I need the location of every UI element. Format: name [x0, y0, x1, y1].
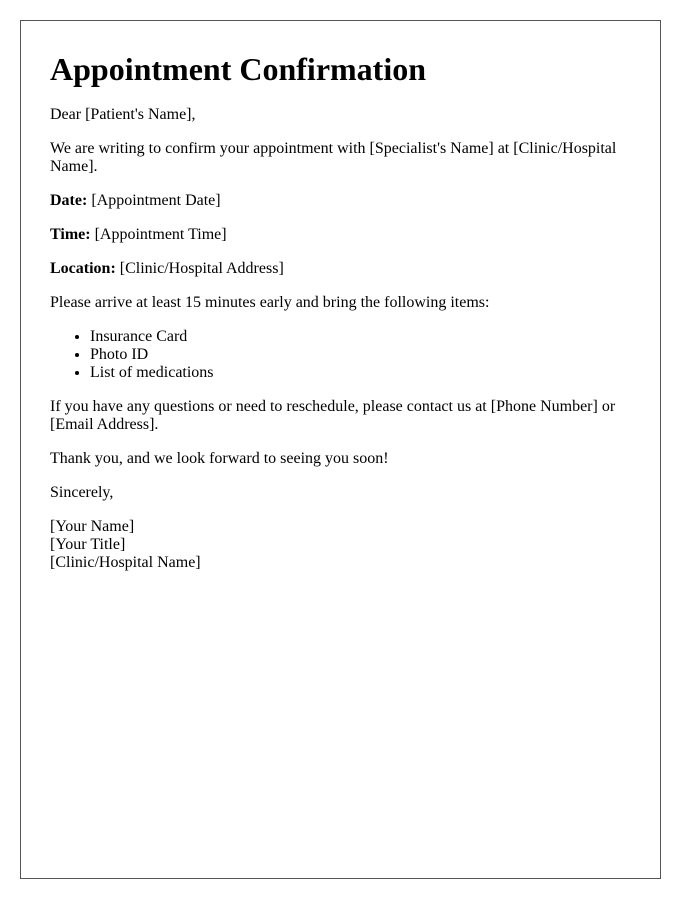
signature-name: [Your Name]: [50, 518, 135, 535]
list-item-medications: • List of medications: [90, 364, 632, 382]
time-line: [50, 226, 632, 244]
date-value: [Appointment Date]: [91, 192, 221, 209]
location-value: [Clinic/Hospital Address]: [119, 260, 284, 277]
items-list: [50, 328, 632, 382]
letter-content: [50, 51, 632, 588]
date-line: [50, 192, 632, 210]
signature-block: [50, 518, 632, 572]
page-title: Appointment Confirmation: [50, 51, 427, 87]
list-item-insurance-card: • Insurance Card: [90, 328, 632, 346]
thanks-paragraph: Thank you, and we look forward to seeing you soon!: [50, 450, 389, 467]
list-item-photo-id: • Photo ID: [90, 346, 632, 364]
signature-organization: [Clinic/Hospital Name]: [50, 554, 201, 571]
closing: Sincerely,: [50, 484, 114, 501]
letter-page: [20, 20, 661, 879]
location-label: Location:: [50, 260, 116, 277]
time-label: Time:: [50, 226, 91, 243]
time-value: [Appointment Time]: [94, 226, 227, 243]
intro-paragraph: We are writing to confirm your appointment with [Specialist's Name] at [Clinic/Hospital Name].: [50, 140, 617, 175]
signature-title: [Your Title]: [50, 536, 126, 553]
date-label: Date:: [50, 192, 88, 209]
salutation: Dear [Patient's Name],: [50, 106, 196, 123]
location-line: [50, 260, 632, 278]
arrival-instructions: Please arrive at least 15 minutes early and bring the following items:: [50, 294, 490, 311]
contact-paragraph: If you have any questions or need to reschedule, please contact us at [Phone Number] or [Email Address].: [50, 398, 616, 433]
